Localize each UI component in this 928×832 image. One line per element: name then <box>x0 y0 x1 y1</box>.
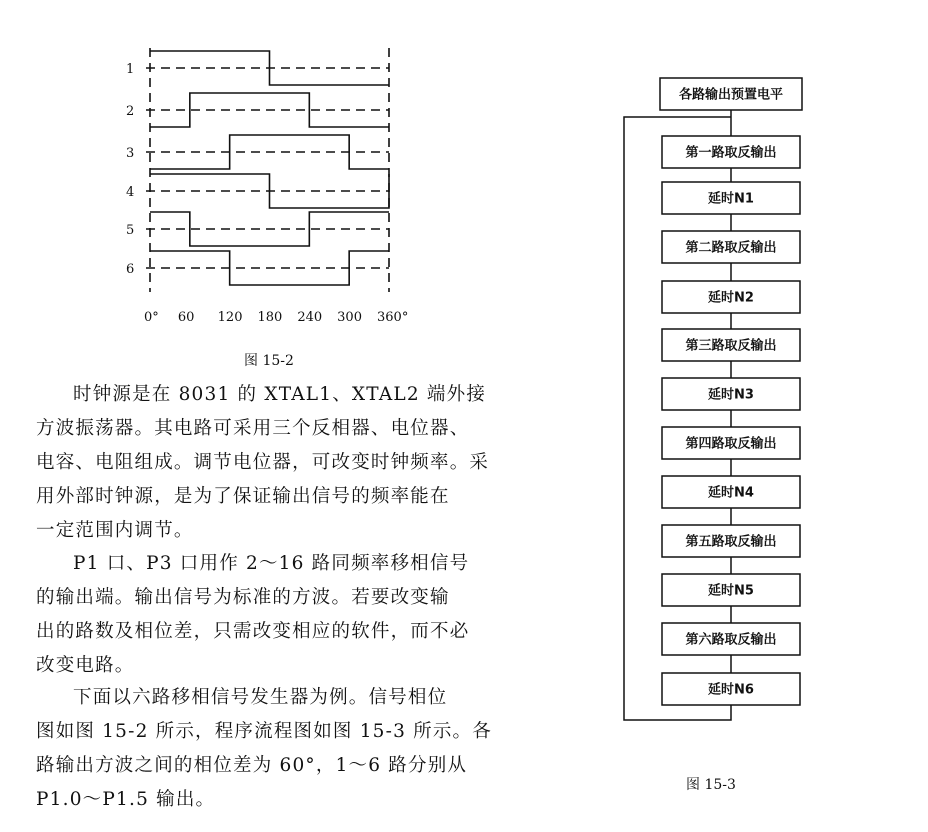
flow-step-label: 第五路取反输出 <box>685 534 777 550</box>
x-tick-label: 240 <box>297 310 323 325</box>
x-tick-label: 180 <box>257 310 283 325</box>
text-line: 出的路数及相位差，只需改变相应的软件，而不必 <box>36 621 470 642</box>
flow-step-label: 延时N3 <box>708 387 754 403</box>
text-line: P1 口、P3 口用作 2～16 路同频率移相信号 <box>73 553 470 574</box>
row-label: 5 <box>126 223 135 238</box>
text-line: 下面以六路移相信号发生器为例。信号相位 <box>73 687 448 708</box>
x-tick-label: 360° <box>377 310 409 325</box>
text-line: 时钟源是在 8031 的 XTAL1、XTAL2 端外接 <box>73 384 487 405</box>
text-line: 方波振荡器。其电路可采用三个反相器、电位器、 <box>36 418 470 439</box>
text-line: 一定范围内调节。 <box>36 520 194 541</box>
text-line: 图如图 15-2 所示，程序流程图如图 15-3 所示。各 <box>36 721 492 742</box>
text-line: 路输出方波之间的相位差为 60°，1～6 路分别从 <box>36 755 468 776</box>
x-tick-label: 300 <box>337 310 362 325</box>
flow-step-label: 各路输出预置电平 <box>678 87 784 103</box>
flow-step-label: 延时N6 <box>708 682 754 698</box>
flow-step-label: 第二路取反输出 <box>685 240 777 256</box>
flow-step-label: 第六路取反输出 <box>685 632 777 648</box>
text-line: P1.0～P1.5 输出。 <box>36 789 216 810</box>
figure-15-2-caption: 图 15-2 <box>244 353 294 369</box>
x-tick-label: 0° <box>144 310 159 325</box>
text-line: 用外部时钟源，是为了保证输出信号的频率能在 <box>36 486 450 507</box>
flow-step-label: 延时N4 <box>708 485 754 501</box>
flow-step-label: 第一路取反输出 <box>685 145 777 161</box>
figure-15-3-caption: 图 15-3 <box>686 777 736 793</box>
row-label: 2 <box>126 104 135 119</box>
text-line: 电容、电阻组成。调节电位器，可改变时钟频率。采 <box>36 452 490 473</box>
row-label: 4 <box>126 185 135 200</box>
x-tick-label: 60 <box>177 310 195 325</box>
x-tick-label: 120 <box>217 310 243 325</box>
row-label: 3 <box>126 146 135 161</box>
flow-step-label: 第三路取反输出 <box>685 338 777 354</box>
text-line: 改变电路。 <box>36 655 135 676</box>
flow-step-label: 延时N2 <box>708 290 754 306</box>
row-label: 6 <box>126 262 135 277</box>
flow-step-label: 第四路取反输出 <box>685 436 777 452</box>
row-label: 1 <box>126 62 135 77</box>
flow-step-label: 延时N1 <box>708 191 754 207</box>
text-line: 的输出端。输出信号为标准的方波。若要改变输 <box>36 587 450 608</box>
flow-step-label: 延时N5 <box>708 583 754 599</box>
